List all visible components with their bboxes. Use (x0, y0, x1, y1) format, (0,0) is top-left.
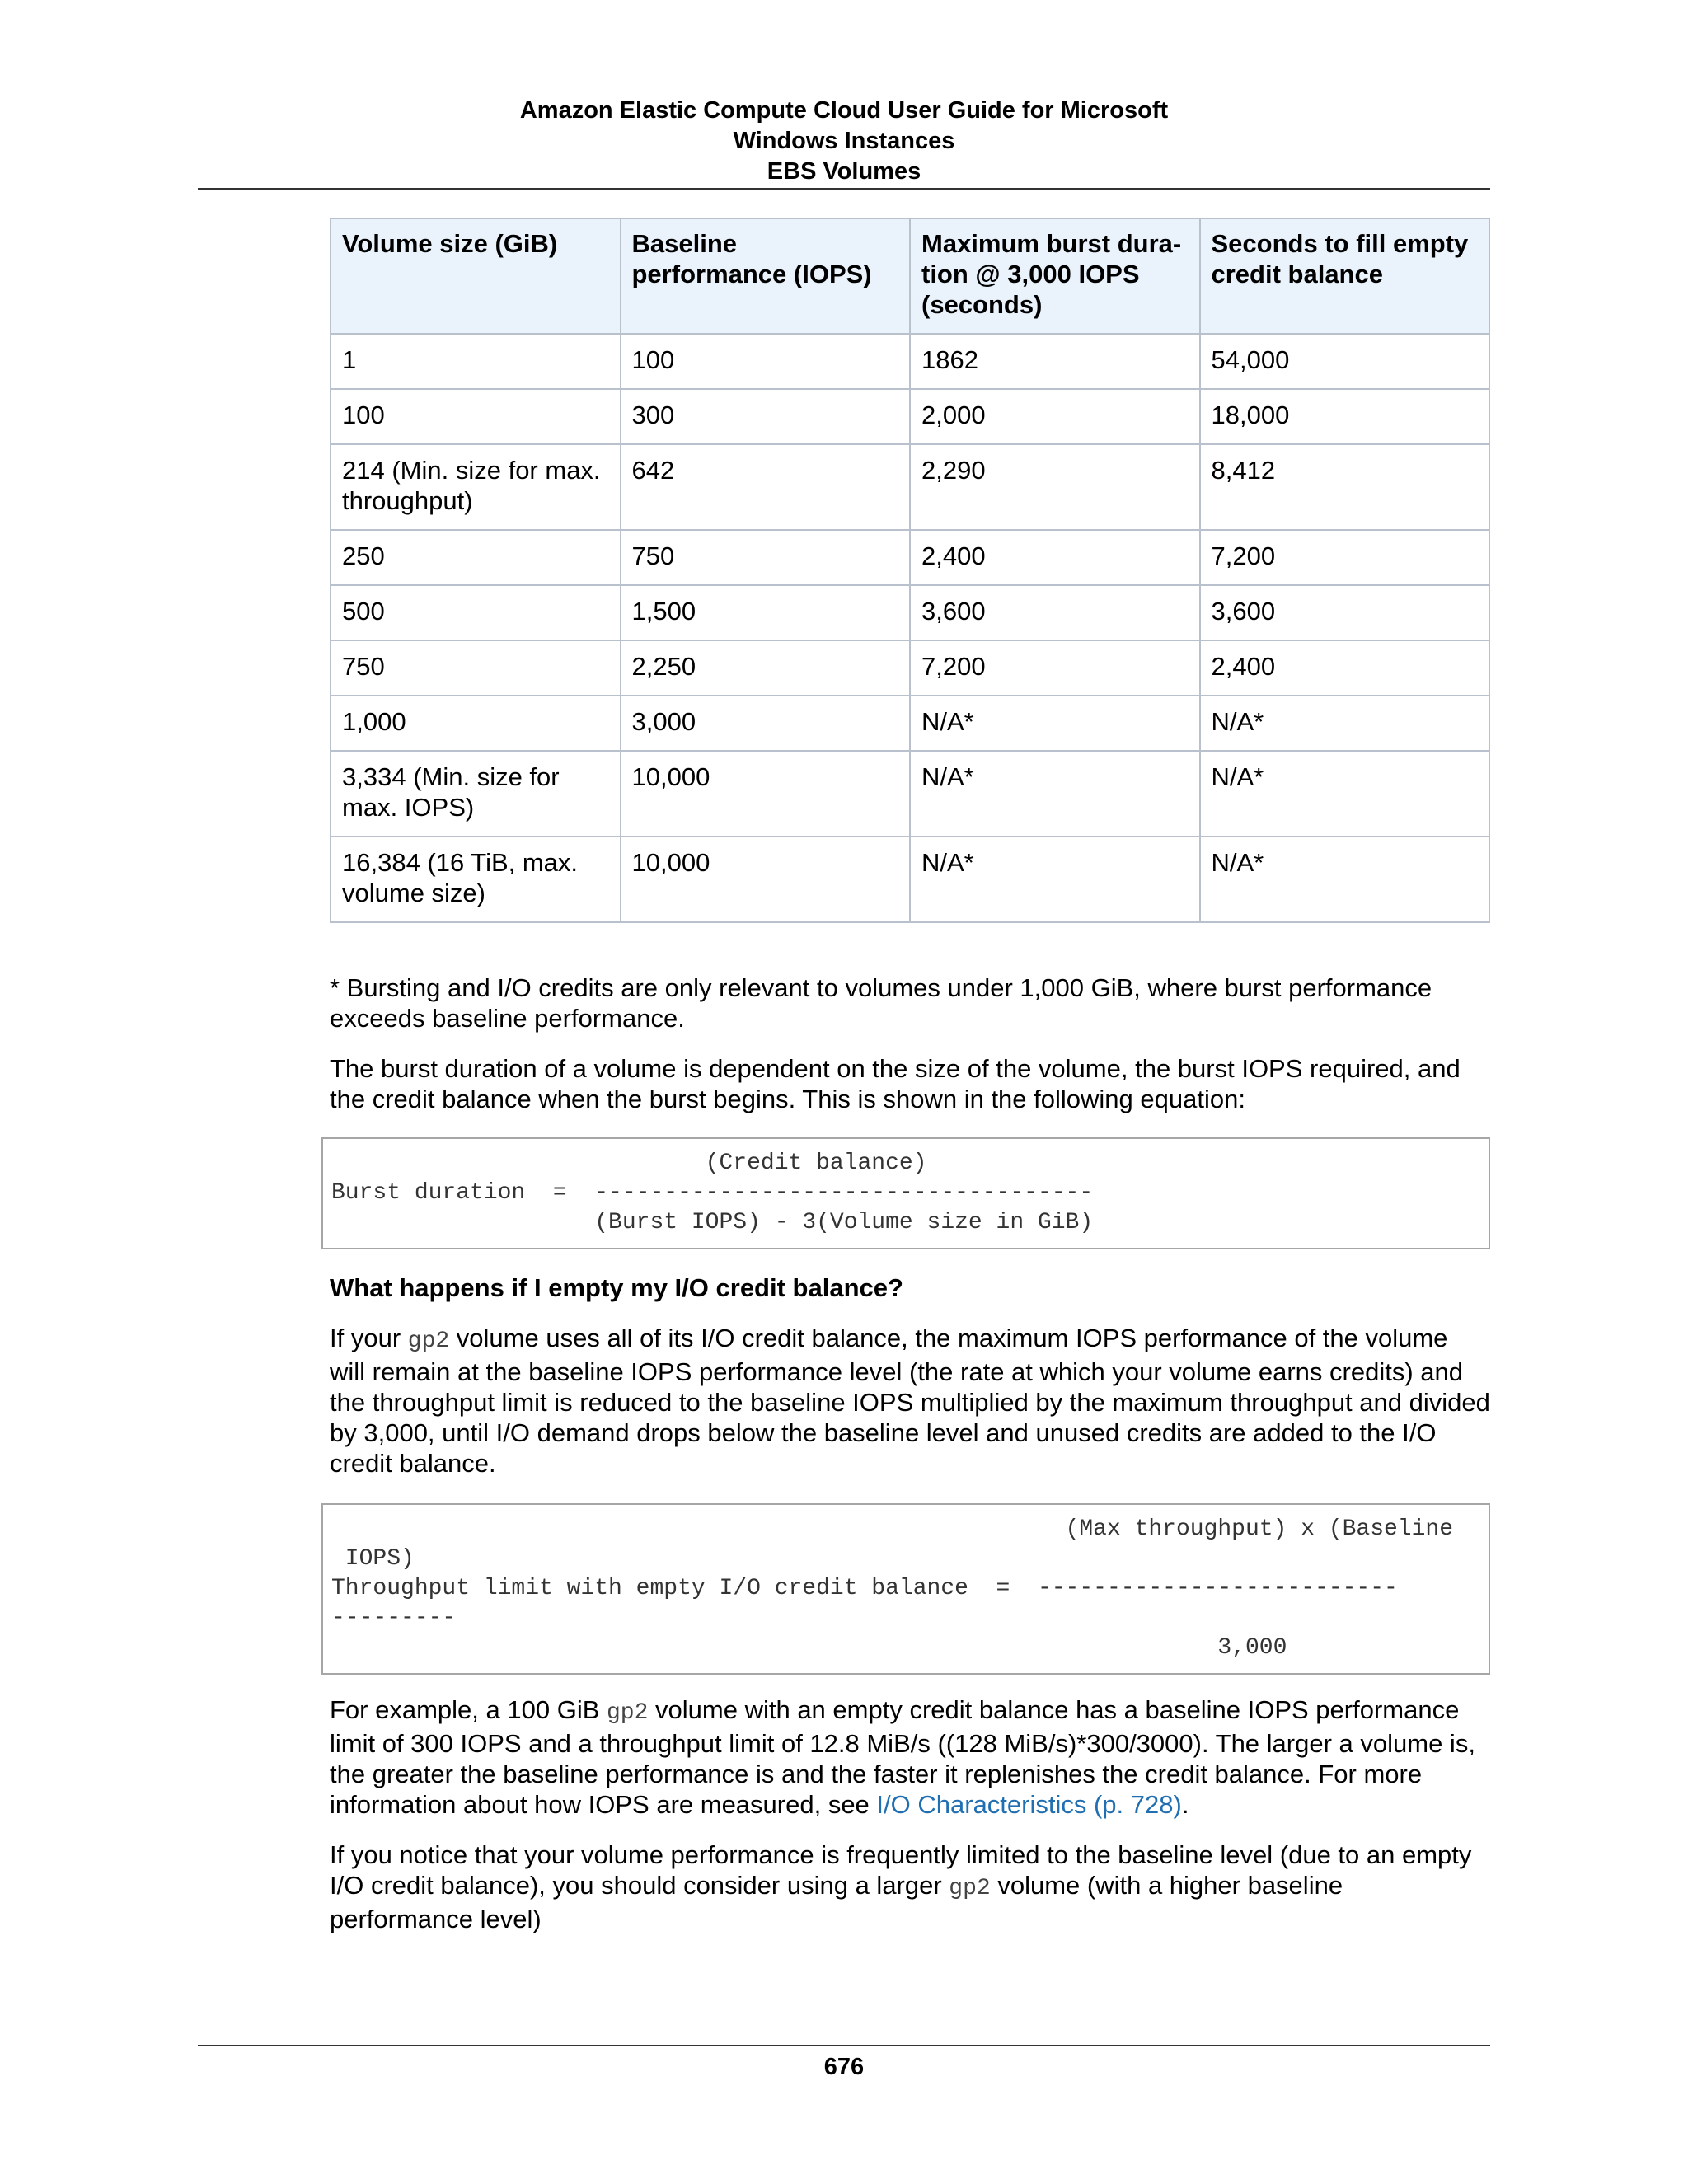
table-cell: 7,200 (1200, 530, 1490, 585)
header-guide-title: Amazon Elastic Compute Cloud User Guide for Microsoft (519, 97, 1169, 124)
table-cell: N/A* (910, 837, 1200, 922)
table-cell: 214 (Min. size for max. throughput) (331, 444, 621, 530)
table-row (331, 585, 1489, 640)
table-row (331, 444, 1489, 530)
table-cell: 2,000 (910, 389, 1200, 444)
table-row (331, 640, 1489, 696)
header-divider (198, 188, 1490, 190)
table-cell: 7,200 (910, 640, 1200, 696)
table-row (331, 837, 1489, 922)
table-cell: 3,600 (910, 585, 1200, 640)
footer-divider (198, 2045, 1490, 2046)
empty-credit-paragraph (330, 1323, 1490, 1479)
table-row (331, 334, 1489, 389)
header-guide-subtitle: Windows Instances (733, 128, 955, 154)
table-row (331, 530, 1489, 585)
table-cell: 8,412 (1200, 444, 1490, 530)
column-header-baseline-performance: Baseline performance (IOPS) (621, 218, 911, 334)
text-segment: If you notice that your volume performance is frequently limited to the baseline level (due to an empty I/O credit balance), you should consider using a larger (330, 1840, 1472, 1900)
text-segment: For example, a 100 GiB (330, 1695, 607, 1724)
table-cell: N/A* (910, 696, 1200, 751)
table-cell: 3,600 (1200, 585, 1490, 640)
throughput-limit-equation: (Max throughput) x (Baseline IOPS) Throughput limit with empty I/O credit balance = -------------------------- --------- 3,000 (321, 1503, 1490, 1675)
table-cell: 3,334 (Min. size for max. IOPS) (331, 751, 621, 837)
text-segment: volume uses all of its I/O credit balance, the maximum IOPS performance of the volume will remain at the baseline IOPS performance level (the rate at which your volume earns credits) and the throughput limit is reduced to the baseline IOPS multiplied by the maximum throughput and divided by 3,000, until I/O demand drops below the baseline level and unused credits are added to the I/O credit balance. (330, 1324, 1490, 1478)
page-content (330, 218, 1490, 1934)
column-header-volume-size: Volume size (GiB) (331, 218, 621, 334)
table-cell: 100 (331, 389, 621, 444)
table-cell: 16,384 (16 TiB, max. volume size) (331, 837, 621, 922)
notice-paragraph (330, 1840, 1490, 1934)
table-cell: N/A* (1200, 696, 1490, 751)
table-cell: 2,250 (621, 640, 911, 696)
table-cell: 642 (621, 444, 911, 530)
inline-code-gp2: gp2 (607, 1700, 649, 1726)
table-row (331, 696, 1489, 751)
table-cell: 1 (331, 334, 621, 389)
table-header-row (331, 218, 1489, 334)
text-segment: volume with an empty credit balance has a baseline IOPS performance limit of 300 IOPS and a throughput limit of 12.8 MiB/s ((128 MiB/s)*300/3000). The larger a volume is, the greater the baseline performance is and the faster it replenishes the credit balance. For more information about how IOPS are measured, see (330, 1695, 1475, 1819)
table-cell: N/A* (1200, 837, 1490, 922)
table-cell: N/A* (910, 751, 1200, 837)
column-header-seconds-to-fill: Seconds to fill empty credit balance (1200, 218, 1490, 334)
table-cell: 2,400 (1200, 640, 1490, 696)
inline-code-gp2: gp2 (407, 1329, 450, 1354)
inline-code-gp2: gp2 (949, 1876, 991, 1901)
text-segment: If your (330, 1324, 408, 1352)
gp2-burst-table (330, 218, 1490, 923)
empty-credit-heading: What happens if I empty my I/O credit balance? (330, 1273, 903, 1302)
table-cell: 3,000 (621, 696, 911, 751)
table-cell: 100 (621, 334, 911, 389)
io-characteristics-link[interactable]: I/O Characteristics (p. 728) (876, 1790, 1182, 1819)
table-cell: 1,000 (331, 696, 621, 751)
page-number: 676 (823, 2054, 865, 2080)
table-cell: 10,000 (621, 751, 911, 837)
table-cell: 2,290 (910, 444, 1200, 530)
example-paragraph (330, 1694, 1490, 1820)
text-segment: . (1181, 1790, 1189, 1819)
text-segment: volume (with a higher baseline performance level) (330, 1871, 1343, 1933)
table-cell: 750 (621, 530, 911, 585)
table-cell: 500 (331, 585, 621, 640)
page-header (198, 96, 1490, 187)
table-footnote: * Bursting and I/O credits are only relevant to volumes under 1,000 GiB, where burst performance exceeds baseline performance. (330, 973, 1432, 1033)
table-cell: 54,000 (1200, 334, 1490, 389)
header-section-title: EBS Volumes (767, 158, 921, 185)
table-cell: 1,500 (621, 585, 911, 640)
column-header-max-burst-duration: Maximum burst dura-tion @ 3,000 IOPS (seconds) (910, 218, 1200, 334)
table-cell: 300 (621, 389, 911, 444)
burst-duration-paragraph: The burst duration of a volume is dependent on the size of the volume, the burst IOPS required, and the credit balance when the burst begins. This is shown in the following equation: (330, 1054, 1461, 1113)
table-cell: 2,400 (910, 530, 1200, 585)
table-cell: 10,000 (621, 837, 911, 922)
table-cell: 750 (331, 640, 621, 696)
table-cell: 1862 (910, 334, 1200, 389)
table-cell: 250 (331, 530, 621, 585)
burst-duration-equation: (Credit balance) Burst duration = ------------------------------------ (Burst IOPS) - 3(Volume size in GiB) (321, 1137, 1490, 1249)
table-cell: 18,000 (1200, 389, 1490, 444)
table-row (331, 389, 1489, 444)
table-row (331, 751, 1489, 837)
table-cell: N/A* (1200, 751, 1490, 837)
